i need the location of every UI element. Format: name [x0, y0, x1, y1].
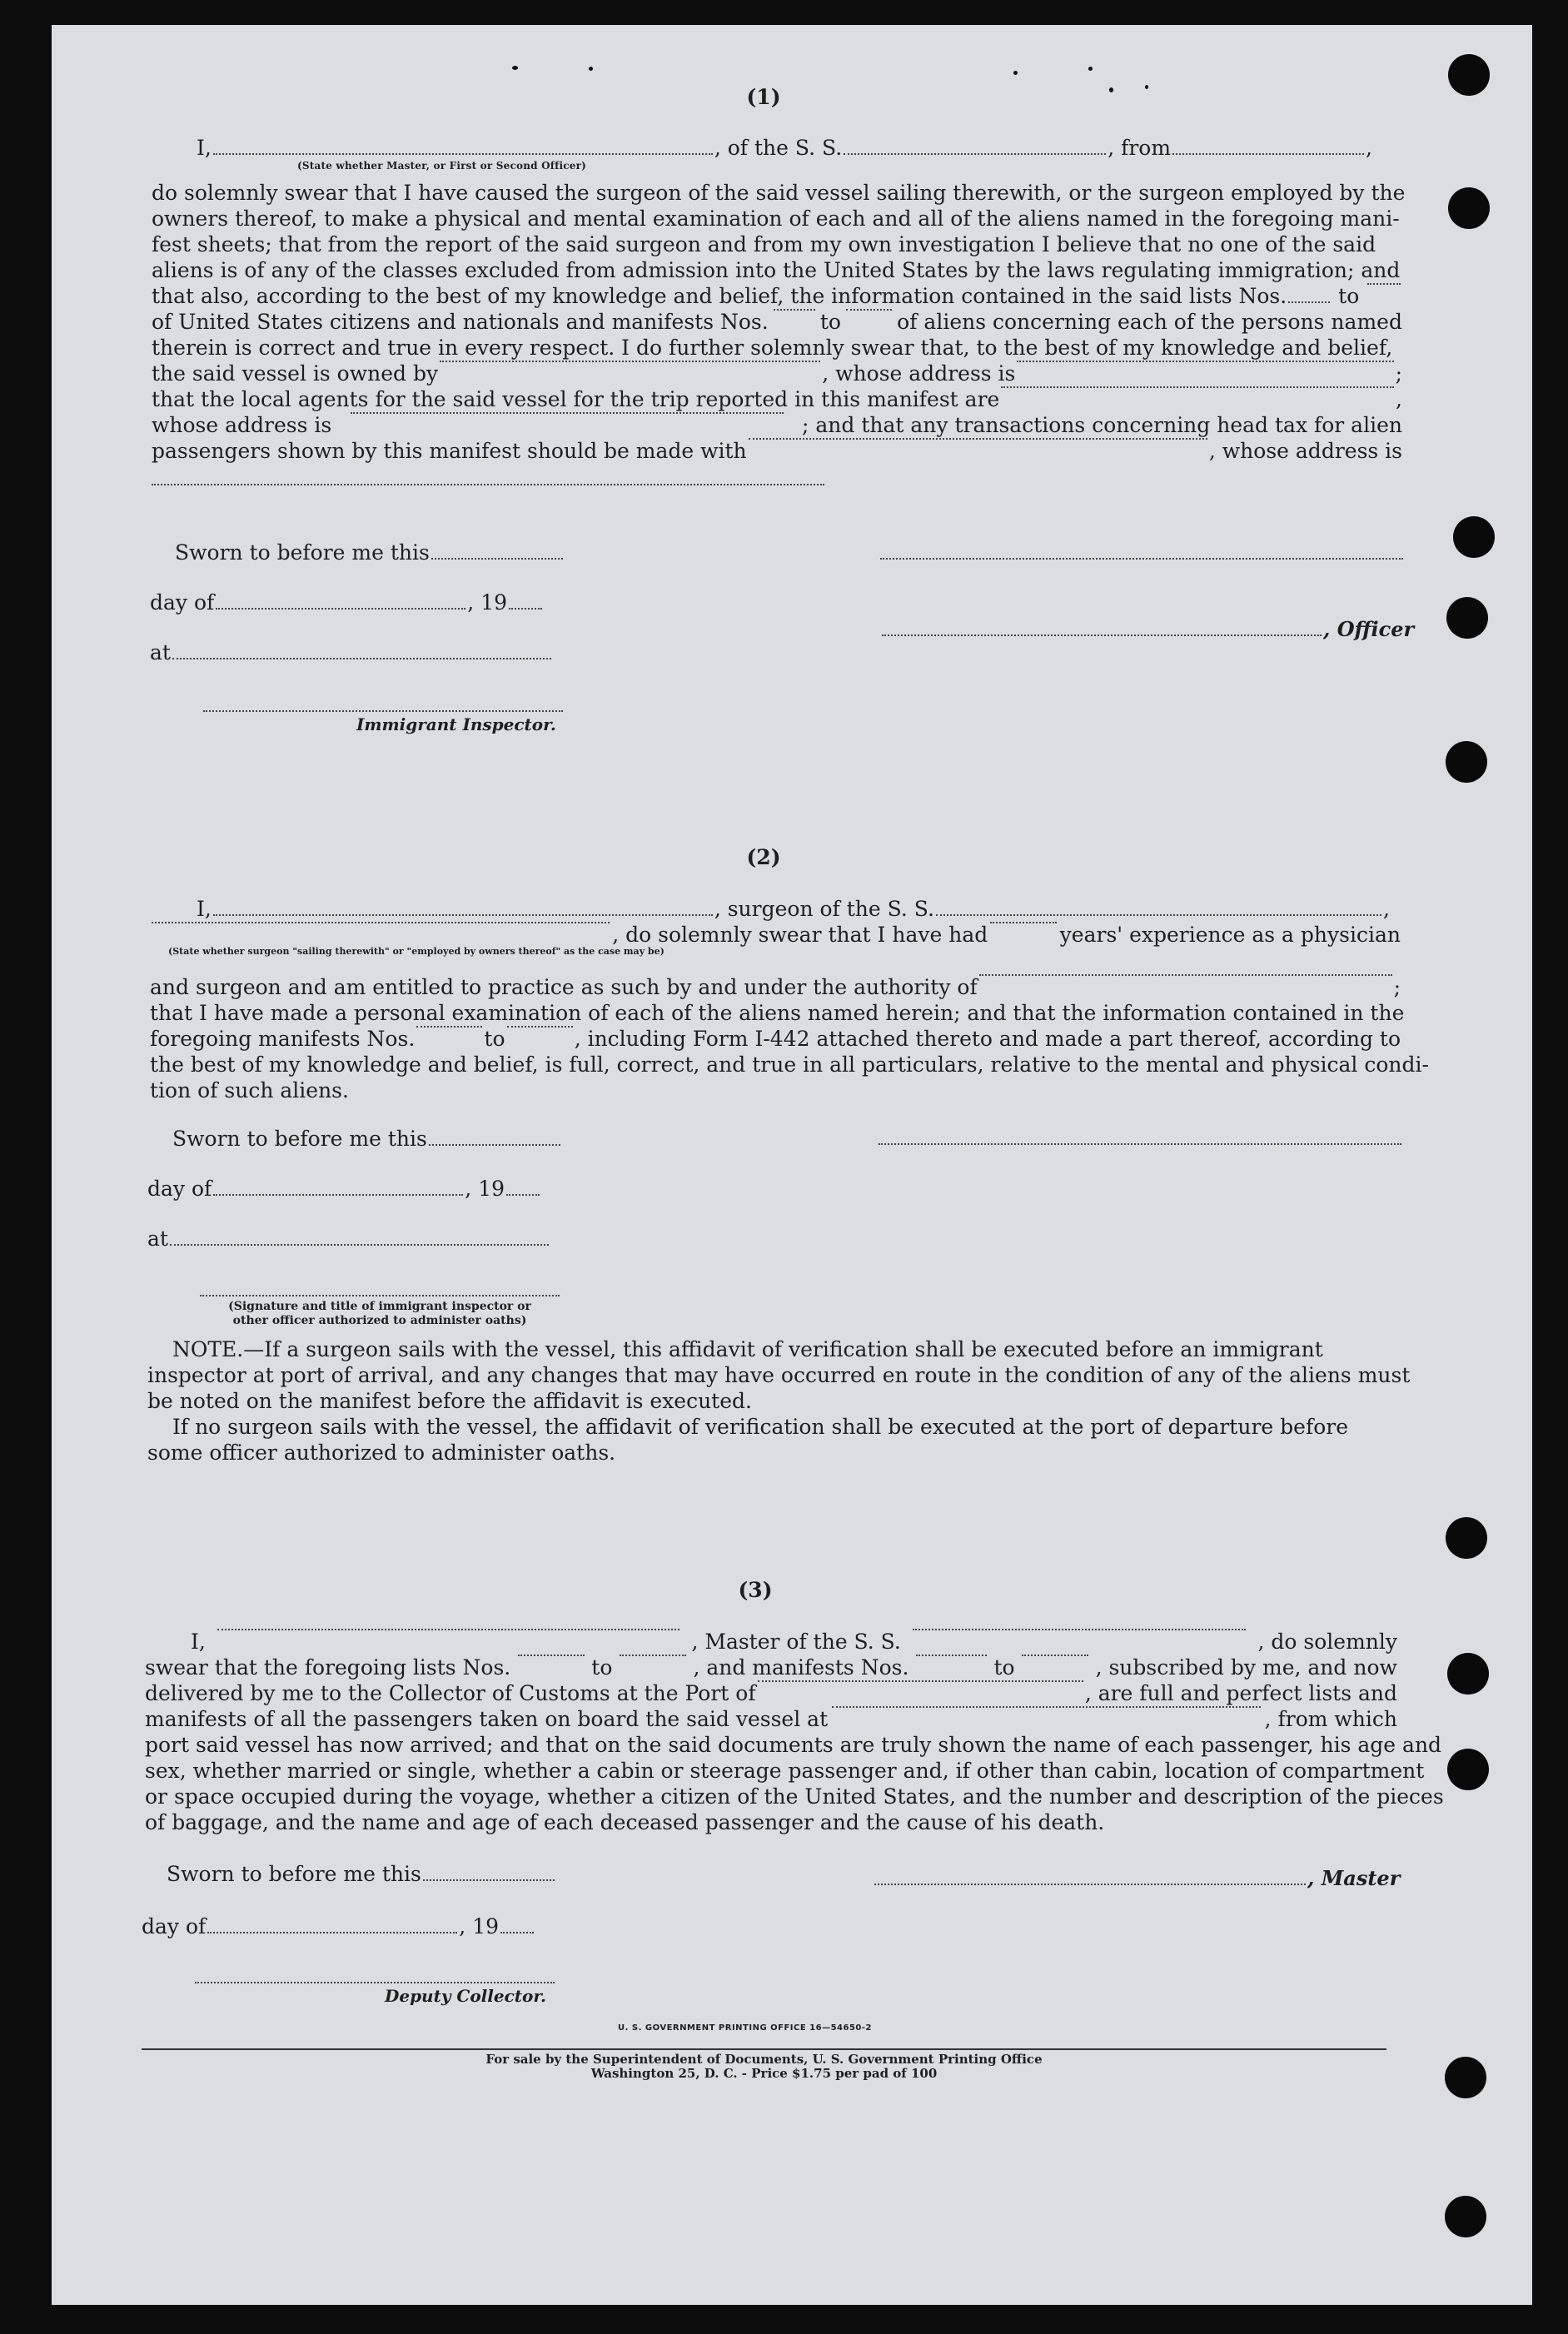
dust-speck	[1088, 67, 1093, 71]
section-2-line-2: , do solemnly swear that I have had years' experience as a physician	[150, 922, 1401, 948]
binder-hole	[1446, 1517, 1487, 1559]
day-of-line: day of , 19	[150, 590, 544, 615]
immigrant-inspector-label: Immigrant Inspector.	[356, 714, 556, 734]
sworn-day-field[interactable]	[429, 1144, 560, 1146]
binder-hole	[1445, 2057, 1486, 2098]
binder-hole	[1453, 516, 1495, 558]
month-field[interactable]	[207, 1932, 457, 1933]
at-line: at	[147, 1226, 550, 1252]
master-signature-field[interactable]	[874, 1884, 1306, 1885]
master-line: , Master	[873, 1865, 1400, 1891]
vessel-name-field[interactable]	[844, 153, 1106, 155]
section-2-line-1: I, , surgeon of the S. S. ,	[197, 897, 1390, 921]
years-experience-field[interactable]	[990, 922, 1057, 923]
dust-speck	[512, 66, 518, 70]
port-field[interactable]	[758, 1680, 1083, 1682]
surgeon-note: NOTE.—If a surgeon sails with the vessel, this affidavit of verification shall be executed before an immigrant inspector at port of arrival, and any changes that may have occurred en route in the condition of any of the aliens must be noted on the manifest before the affidavit is executed. If no surgeon sails with the vessel, the affidavit of verification shall be executed at the port of departure before some officer authorized to administer oaths.	[147, 1337, 1411, 1465]
surgeon-status-field[interactable]	[152, 922, 610, 923]
binder-hole	[1445, 2196, 1486, 2237]
month-field[interactable]	[213, 1194, 463, 1196]
inspector-signature-field[interactable]	[203, 710, 563, 712]
master-name-field[interactable]	[213, 153, 713, 155]
day-of-line: day of , 19	[142, 1913, 535, 1939]
binder-hole	[1446, 597, 1488, 639]
master-vessel-field[interactable]	[913, 1629, 1246, 1630]
section-1-body: do solemnly swear that I have caused the surgeon of the said vessel sailing therewith, or the surgeon employed by the owners thereof, to make a physical and mental examination of each and all of the aliens named in the foregoing mani- fest sheets; that from the report of the said surgeon and from my own investigation I believe that no one of the said aliens is of any of the classes excluded from admission into the United States by the laws regulating immigration; and that also, according to the best of my knowledge and belief, the information contained in the said lists Nos. to of United States citizens and nationals and manifests Nos. to of aliens concerning each of the persons named therein is correct and true in every respect. I do further solemnly swear that, to the best of my knowledge and belief, the said vessel is owned by , whose address is ; that the local agents for the said vessel for the trip reported in this manifest are , whose address is ; and that any transactions concerning head tax for alien passengers shown by this manifest should be made with , whose address is	[152, 181, 1406, 463]
officer-title-field[interactable]	[882, 635, 1322, 636]
section-1-heading: (1)	[746, 85, 781, 109]
sworn-line: Sworn to before me this	[172, 1126, 562, 1152]
surgeon-status-note: (State whether surgeon "sailing therewith" or "employed by owners thereof" as the case may be)	[168, 946, 665, 957]
officer-signature-field[interactable]	[880, 558, 1403, 560]
sworn-line: Sworn to before me this	[167, 1861, 556, 1887]
lists-to-field[interactable]	[1367, 283, 1401, 285]
dust-speck	[589, 67, 593, 71]
master-name-field[interactable]	[217, 1629, 679, 1630]
master-manifests-from-field[interactable]	[916, 1655, 987, 1656]
section-2-body: and surgeon and am entitled to practice as such by and under the authority of ; that I have made a personal examination of each of the aliens named herein; and that the information contained in the foregoing manifests Nos. to , including Form I-442 attached thereto and made a part thereof, according to the best of my knowledge and belief, is full, correct, and true in all particulars, relative to the mental and physical condi- tion of such aliens.	[150, 975, 1429, 1102]
local-agents-field[interactable]	[1001, 386, 1394, 388]
head-tax-contact-field[interactable]	[749, 438, 1207, 440]
owner-address-field[interactable]	[1017, 361, 1393, 362]
binder-hole	[1446, 741, 1487, 783]
authority-field[interactable]	[979, 974, 1392, 976]
footer-rule	[142, 2048, 1386, 2050]
surgeon-name-field[interactable]	[213, 914, 713, 916]
agents-address-field[interactable]	[351, 412, 784, 414]
officer-line: , Officer	[880, 616, 1414, 642]
footer: For sale by the Superintendent of Documents, U. S. Government Printing Office Washington 25, D. C. - Price $1.75 per pad of 100	[485, 2052, 1043, 2081]
form-page	[52, 25, 1532, 2305]
binder-hole	[1448, 54, 1490, 96]
master-lists-from-field[interactable]	[518, 1655, 585, 1656]
surgeon-vessel-field[interactable]	[936, 914, 1381, 916]
surgeon-manifests-to-field[interactable]	[507, 1026, 573, 1028]
section-3-body: I, , Master of the S. S. , do solemnly swear that the foregoing lists Nos. to , and manifests Nos. to , subscribed by me, and now delivered by me to the Collector of Customs at the Port of , are full and perfect lists and manifests of all the passengers taken on board the said vessel at , from which port said vessel has now arrived; and that on the said documents are truly shown the name of each passenger, his age and sex, whether married or single, whether a cabin or steerage passenger and, if other than cabin, location of compartment or space occupied during the voyage, whether a citizen of the United States, and the number and description of the pieces of baggage, and the name and age of each deceased passenger and the cause of his death.	[145, 1630, 1444, 1834]
head-tax-address-field[interactable]	[152, 484, 824, 485]
master-lists-to-field[interactable]	[620, 1655, 686, 1656]
place-field[interactable]	[172, 658, 551, 659]
year-field[interactable]	[506, 1194, 540, 1196]
sworn-day-field[interactable]	[423, 1879, 555, 1881]
master-manifests-to-field[interactable]	[1022, 1655, 1088, 1656]
owner-field[interactable]	[440, 361, 820, 362]
boarding-port-field[interactable]	[832, 1706, 1261, 1708]
section-2-heading: (2)	[746, 845, 781, 869]
surgeon-signature-field[interactable]	[879, 1143, 1401, 1145]
at-line: at	[150, 639, 553, 665]
deputy-collector-label: Deputy Collector.	[385, 1986, 547, 2006]
place-field[interactable]	[170, 1244, 549, 1246]
year-field[interactable]	[500, 1932, 534, 1933]
dust-speck	[1145, 85, 1148, 89]
manifests-from-field[interactable]	[774, 309, 815, 311]
binder-hole	[1447, 1749, 1489, 1790]
from-port-field[interactable]	[1172, 153, 1364, 155]
dust-speck	[1109, 87, 1113, 92]
sworn-line: Sworn to before me this	[175, 540, 565, 565]
sworn-day-field[interactable]	[431, 558, 563, 560]
signature-note: (Signature and title of immigrant inspector or other officer authorized to administer oaths)	[228, 1300, 531, 1327]
binder-hole	[1447, 1653, 1489, 1695]
inspector-signature-field[interactable]	[200, 1295, 560, 1296]
surgeon-manifests-from-field[interactable]	[416, 1026, 482, 1028]
dust-speck	[1013, 71, 1018, 75]
section-1-line-1: I, , of the S. S. , from ,	[197, 136, 1372, 160]
officer-rank-note: (State whether Master, or First or Second Officer)	[297, 160, 586, 172]
collector-signature-field[interactable]	[195, 1982, 555, 1983]
day-of-line: day of , 19	[147, 1176, 541, 1202]
gpo-imprint: U. S. GOVERNMENT PRINTING OFFICE 16—54650-2	[618, 2023, 872, 2033]
lists-from-field[interactable]	[1288, 301, 1330, 303]
section-3-heading: (3)	[738, 1578, 773, 1602]
month-field[interactable]	[216, 608, 465, 610]
year-field[interactable]	[509, 608, 542, 610]
binder-hole	[1448, 187, 1490, 229]
manifests-to-field[interactable]	[846, 309, 892, 311]
